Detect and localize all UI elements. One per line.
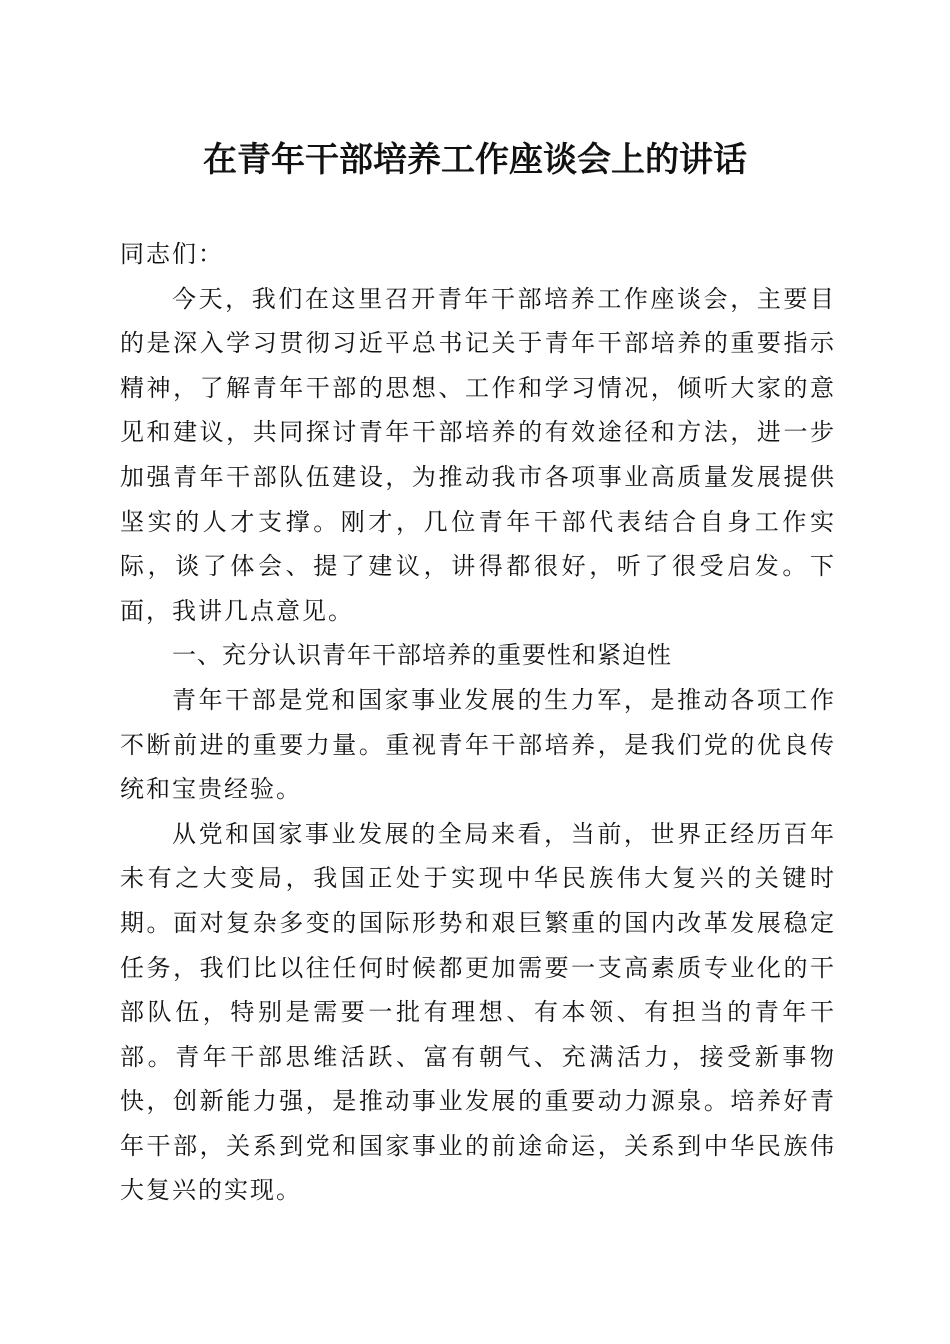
opening-paragraph: 今天，我们在这里召开青年干部培养工作座谈会，主要目的是深入学习贯彻习近平总书记关于青年干部培养的重要指示精神，了解青年干部的思想、工作和学习情况，倾听大家的意见和建议，共同探讨青年干部培养的有效途径和方法，进一步加强青年干部队伍建设，为推动我市各项事业高质量发展提供坚实的人才支撑。刚才，几位青年干部代表结合自身工作实际，谈了体会、提了建议，讲得都很好，听了很受启发。下面，我讲几点意见。 — [120, 284, 836, 625]
section-paragraph-1: 青年干部是党和国家事业发展的生力军，是推动各项工作不断前进的重要力量。重视青年干部培养，是我们党的优良传统和宝贵经验。 — [120, 685, 836, 804]
section-paragraph-2: 从党和国家事业发展的全局来看，当前，世界正经历百年未有之大变局，我国正处于实现中华民族伟大复兴的关键时期。面对复杂多变的国际形势和艰巨繁重的国内改革发展稳定任务，我们比以往任何时候都更加需要一支高素质专业化的干部队伍，特别是需要一批有理想、有本领、有担当的青年干部。青年干部思维活跃、富有朝气、充满活力，接受新事物快，创新能力强，是推动事业发展的重要动力源泉。培养好青年干部，关系到党和国家事业的前途命运，关系到中华民族伟大复兴的实现。 — [120, 819, 836, 1205]
page-title: 在青年干部培养工作座谈会上的讲话 — [203, 140, 747, 180]
section-heading: 一、充分认识青年干部培养的重要性和紧迫性 — [172, 641, 672, 670]
speech-body — [120, 232, 836, 1213]
salutation: 同志们： — [120, 240, 224, 268]
